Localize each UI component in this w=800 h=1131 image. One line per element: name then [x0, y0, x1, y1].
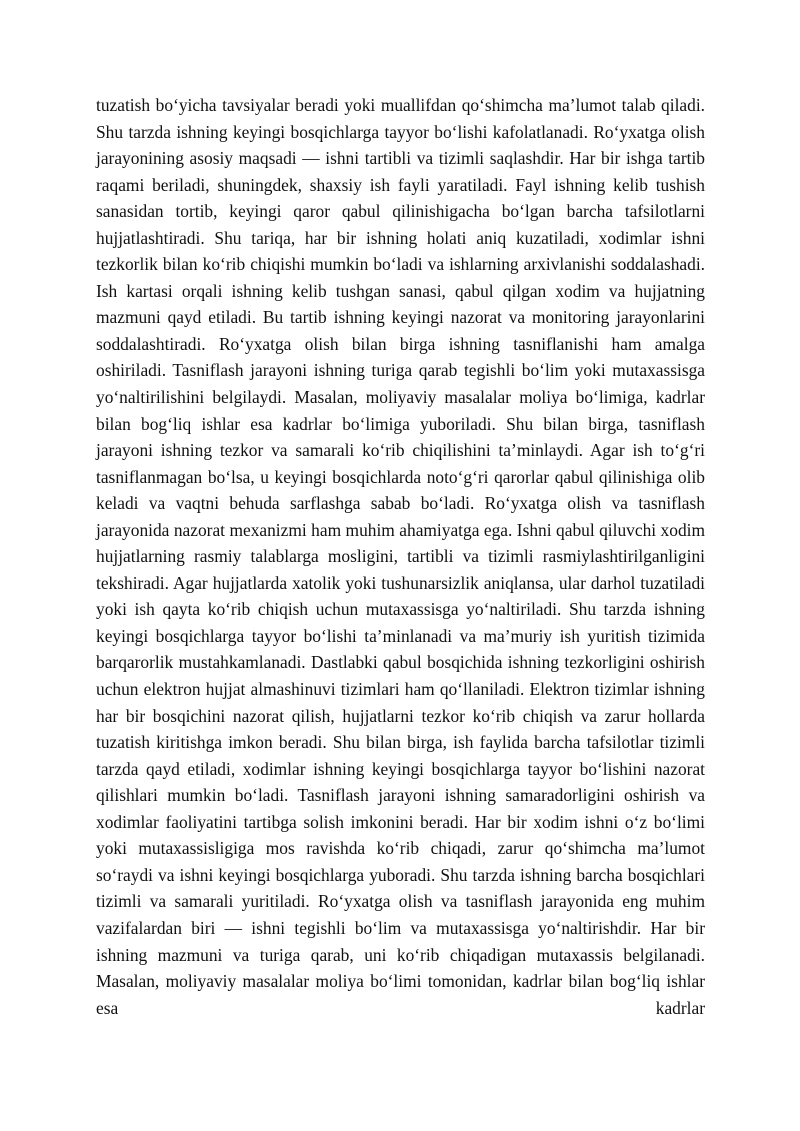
body-paragraph: tuzatish boʻyicha tavsiyalar beradi yoki muallifdan qoʻshimcha maʼlumot talab qiladi. Shu tarzda ishning keyingi bosqichlarga tayyor boʻlishi kafolatlanadi. Roʻyxatga olish jarayonining asosiy maqsadi — ishni tartibli va tizimli saqlashdir. Har bir ishga tartib raqami beriladi, shuningdek, shaxsiy ish fayli yaratiladi. Fayl ishning kelib tushish sanasidan tortib, keyingi qaror qabul qilinishigacha boʻlgan barcha tafsilotlarni hujjatlashtiradi. Shu tariqa, har bir ishning holati aniq kuzatiladi, xodimlar ishni tezkorlik bilan koʻrib chiqishi mumkin boʻladi va ishlarning arxivlanishi soddalashadi. Ish kartasi orqali ishning kelib tushgan sanasi, qabul qilgan xodim va hujjatning mazmuni qayd etiladi. Bu tartib ishning keyingi nazorat va monitoring jarayonlarini soddalashtiradi. Roʻyxatga olish bilan birga ishning tasniflanishi ham amalga oshiriladi. Tasniflash jarayoni ishning turiga qarab tegishli boʻlim yoki mutaxassisga yoʻnaltirilishini belgilaydi. Masalan, moliyaviy masalalar moliya boʻlimiga, kadrlar bilan bogʻliq ishlar esa kadrlar boʻlimiga yuboriladi. Shu bilan birga, tasniflash jarayoni ishning tezkor va samarali koʻrib chiqilishini taʼminlaydi. Agar ish toʻgʻri tasniflanmagan boʻlsa, u keyingi bosqichlarda notoʻgʻri qarorlar qabul qilinishiga olib keladi va vaqtni behuda sarflashga sabab boʻladi. Roʻyxatga olish va tasniflash jarayonida nazorat mexanizmi ham muhim ahamiyatga ega. Ishni qabul qiluvchi xodim hujjatlarning rasmiy talablarga mosligini, tartibli va tizimli rasmiylashtirilganligini tekshiradi. Agar hujjatlarda xatolik yoki tushunarsizlik aniqlansa, ular darhol tuzatiladi yoki ish qayta koʻrib chiqish uchun mutaxassisga yoʻnaltiriladi. Shu tarzda ishning keyingi bosqichlarga tayyor boʻlishi taʼminlanadi va maʼmuriy ish yuritish tizimida barqarorlik mustahkamlanadi. Dastlabki qabul bosqichida ishning tezkorligini oshirish uchun elektron hujjat almashinuvi tizimlari ham qoʻllaniladi. Elektron tizimlar ishning har bir bosqichini nazorat qilish, hujjatlarni tezkor koʻrib chiqish va zarur hollarda tuzatish kiritishga imkon beradi. Shu bilan birga, ish faylida barcha tafsilotlar tizimli tarzda qayd etiladi, xodimlar ishning keyingi bosqichlarga tayyor boʻlishini nazorat qilishlari mumkin boʻladi. Tasniflash jarayoni ishning samaradorligini oshirish va xodimlar faoliyatini tartibga solish imkonini beradi. Har bir xodim ishni oʻz boʻlimi yoki mutaxassisligiga mos ravishda koʻrib chiqadi, zarur qoʻshimcha maʼlumot soʻraydi va ishni keyingi bosqichlarga yuboradi. Shu tarzda ishning barcha bosqichlari tizimli va samarali yuritiladi. Roʻyxatga olish va tasniflash jarayonida eng muhim vazifalardan biri — ishni tegishli boʻlim va mutaxassisga yoʻnaltirishdir. Har bir ishning mazmuni va turiga qarab, uni koʻrib chiqadigan mutaxassis belgilanadi. Masalan, moliyaviy masalalar moliya boʻlimi tomonidan, kadrlar bilan bogʻliq ishlar esa kadrlar — [96, 95, 705, 1018]
